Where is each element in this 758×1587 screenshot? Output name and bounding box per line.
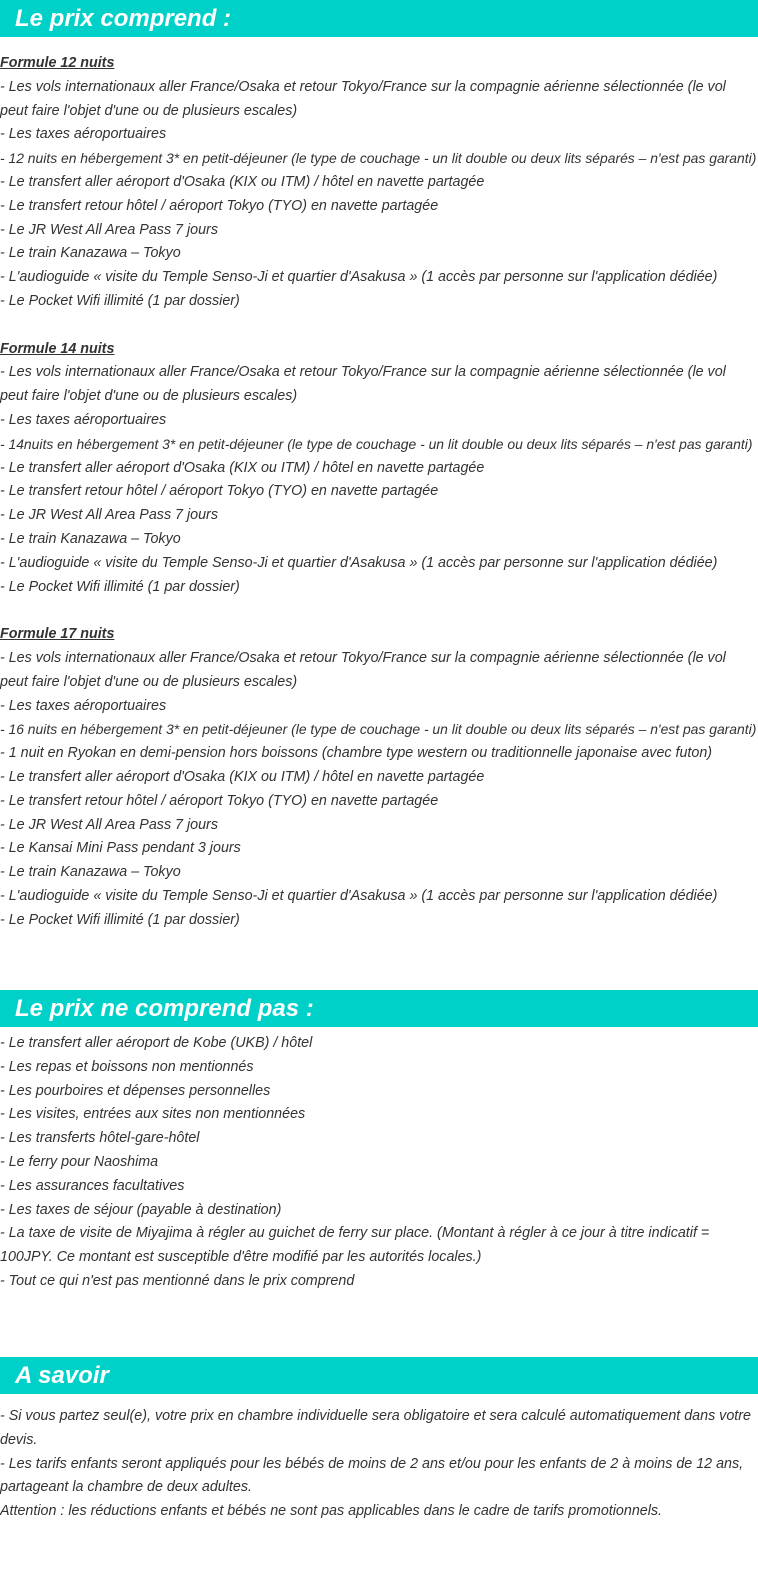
list-item: - Le transfert aller aéroport d'Osaka (KIX ou ITM) / hôtel en navette partagée (0, 173, 485, 190)
list-item: - Les vols internationaux aller France/Osaka et retour Tokyo/France sur la compagnie aérienne sélectionnée (le vol peut faire l'objet d'une ou de plusieurs escales) (0, 649, 726, 690)
formula-heading-17: Formule 17 nuits (0, 626, 115, 643)
list-item: - Les pourboires et dépenses personnelles (0, 1082, 271, 1099)
list-item: - Les tarifs enfants seront appliqués pour les bébés de moins de 2 ans et/ou pour les enfants de 2 à moins de 12 ans, partageant la chambre de deux adultes. (0, 1455, 744, 1496)
list-item: - Le Kansai Mini Pass pendant 3 jours (0, 840, 241, 857)
section-title: Le prix comprend : (15, 5, 232, 32)
list-item: - 12 nuits en hébergement 3* en petit-déjeuner (le type de couchage - un lit double ou deux lits séparés – n'est pas garanti) (0, 150, 757, 167)
good-to-know-content (0, 1405, 756, 1524)
list-item: - 16 nuits en hébergement 3* en petit-déjeuner (le type de couchage - un lit double ou deux lits séparés – n'est pas garanti) (0, 721, 757, 738)
list-item: - L'audioguide « visite du Temple Senso-Ji et quartier d'Asakusa » (1 accès par personne sur l'application dédiée) (0, 269, 718, 286)
list-item: - La taxe de visite de Miyajima à régler au guichet de ferry sur place. (Montant à régler à ce jour à titre indicatif = 100JPY. Ce montant est susceptible d'être modifié par les autorités locales.) (0, 1225, 710, 1266)
formula-heading-14: Formule 14 nuits (0, 340, 115, 357)
section-banner-price-excludes (0, 990, 758, 1027)
price-excludes-content (0, 1032, 756, 1294)
list-item: - L'audioguide « visite du Temple Senso-Ji et quartier d'Asakusa » (1 accès par personne sur l'application dédiée) (0, 554, 718, 571)
list-item: - Le JR West All Area Pass 7 jours (0, 816, 218, 833)
list-item: - Le train Kanazawa – Tokyo (0, 864, 181, 881)
list-item: - Le ferry pour Naoshima (0, 1153, 159, 1170)
list-item: - Le transfert retour hôtel / aéroport Tokyo (TYO) en navette partagée (0, 483, 439, 500)
list-item: - Les visites, entrées aux sites non mentionnées (0, 1106, 306, 1123)
list-item: - Le transfert retour hôtel / aéroport Tokyo (TYO) en navette partagée (0, 792, 439, 809)
list-item: - Le transfert aller aéroport de Kobe (UKB) / hôtel (0, 1035, 313, 1051)
section-title: A savoir (15, 1362, 109, 1389)
list-item: - Tout ce qui n'est pas mentionné dans le prix comprend (0, 1272, 355, 1289)
list-item: - 14nuits en hébergement 3* en petit-déjeuner (le type de couchage - un lit double ou deux lits séparés – n'est pas garanti) (0, 435, 753, 452)
list-item: - Les vols internationaux aller France/Osaka et retour Tokyo/France sur la compagnie aérienne sélectionnée (le vol peut faire l'objet d'une ou de plusieurs escales) (0, 364, 726, 405)
list-item: - Les taxes aéroportuaires (0, 411, 167, 428)
price-includes-content (0, 52, 756, 932)
list-item: - Les transferts hôtel-gare-hôtel (0, 1130, 200, 1147)
list-item: - Le train Kanazawa – Tokyo (0, 530, 181, 547)
list-item: - Le Pocket Wifi illimité (1 par dossier) (0, 578, 240, 595)
list-item: - Les vols internationaux aller France/Osaka et retour Tokyo/France sur la compagnie aérienne sélectionnée (le vol peut faire l'objet d'une ou de plusieurs escales) (0, 78, 726, 119)
list-item: - Le transfert aller aéroport d'Osaka (KIX ou ITM) / hôtel en navette partagée (0, 459, 485, 476)
list-item: - Les repas et boissons non mentionnés (0, 1058, 254, 1075)
list-item: Attention : les réductions enfants et bébés ne sont pas applicables dans le cadre de tarifs promotionnels. (0, 1503, 663, 1520)
section-title: Le prix ne comprend pas : (15, 995, 314, 1022)
list-item: - Les taxes de séjour (payable à destination) (0, 1201, 282, 1218)
section-banner-good-to-know (0, 1357, 758, 1394)
list-item: - Le transfert retour hôtel / aéroport Tokyo (TYO) en navette partagée (0, 197, 439, 214)
list-item: - Le JR West All Area Pass 7 jours (0, 507, 218, 524)
spacer (0, 314, 756, 338)
list-item: - Le train Kanazawa – Tokyo (0, 245, 181, 262)
list-item: - Si vous partez seul(e), votre prix en chambre individuelle sera obligatoire et sera calculé automatiquement dans votre devis. (0, 1408, 751, 1448)
list-item: - Le Pocket Wifi illimité (1 par dossier) (0, 292, 240, 309)
list-item: - 1 nuit en Ryokan en demi-pension hors boissons (chambre type western ou traditionnelle japonaise avec futon) (0, 745, 713, 762)
list-item: - Le Pocket Wifi illimité (1 par dossier) (0, 911, 240, 928)
list-item: - Les assurances facultatives (0, 1177, 185, 1194)
list-item: - Les taxes aéroportuaires (0, 697, 167, 714)
list-item: - Les taxes aéroportuaires (0, 126, 167, 143)
section-banner-price-includes (0, 0, 758, 37)
formula-heading-12: Formule 12 nuits (0, 55, 115, 71)
spacer (0, 599, 756, 623)
list-item: - Le transfert aller aéroport d'Osaka (KIX ou ITM) / hôtel en navette partagée (0, 768, 485, 785)
list-item: - L'audioguide « visite du Temple Senso-Ji et quartier d'Asakusa » (1 accès par personne sur l'application dédiée) (0, 887, 718, 904)
list-item: - Le JR West All Area Pass 7 jours (0, 221, 218, 238)
